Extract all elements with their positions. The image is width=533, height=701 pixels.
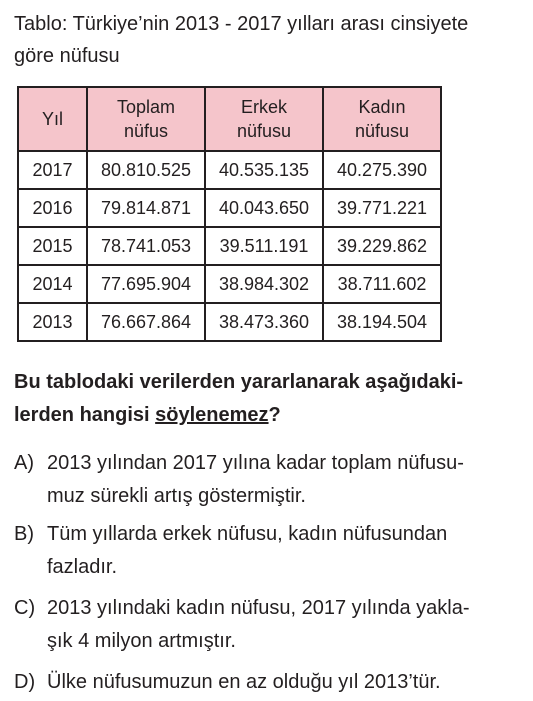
option-text: 2013 yılından 2017 yılına kadar toplam nüfusu- muz sürekli artış göstermiştir. — [47, 452, 464, 507]
table-header-row — [18, 87, 441, 151]
option-letter: A) — [14, 452, 34, 474]
question-stem — [14, 366, 529, 432]
table-row — [18, 227, 441, 265]
cell-male: 38.984.302 — [205, 265, 323, 303]
cell-total: 80.810.525 — [87, 151, 205, 189]
cell-male: 40.043.650 — [205, 189, 323, 227]
option-text: 2013 yılındaki kadın nüfusu, 2017 yılında yakla- şık 4 milyon artmıştır. — [47, 597, 470, 652]
table-row — [18, 265, 441, 303]
option-d[interactable] — [14, 666, 529, 699]
cell-female: 40.275.390 — [323, 151, 441, 189]
question-emphasis: söylenemez — [155, 404, 269, 426]
cell-female: 39.229.862 — [323, 227, 441, 265]
cell-year: 2014 — [18, 265, 87, 303]
header-total-population: Toplam nüfus — [87, 87, 205, 151]
option-c[interactable] — [14, 592, 529, 658]
cell-total: 77.695.904 — [87, 265, 205, 303]
cell-male: 38.473.360 — [205, 303, 323, 341]
option-text: Ülke nüfusumuzun en az olduğu yıl 2013’tür. — [47, 671, 441, 693]
table-caption — [14, 8, 529, 72]
cell-year: 2013 — [18, 303, 87, 341]
table-row — [18, 303, 441, 341]
caption-line-1: Tablo: Türkiye’nin 2013 - 2017 yılları arası cinsiyete — [14, 13, 469, 35]
option-text: Tüm yıllarda erkek nüfusu, kadın nüfusundan fazladır. — [47, 523, 448, 578]
cell-total: 79.814.871 — [87, 189, 205, 227]
option-letter: D) — [14, 671, 36, 693]
cell-total: 76.667.864 — [87, 303, 205, 341]
cell-female: 38.711.602 — [323, 265, 441, 303]
cell-year: 2017 — [18, 151, 87, 189]
option-letter: C) — [14, 597, 36, 619]
cell-total: 78.741.053 — [87, 227, 205, 265]
table-row — [18, 151, 441, 189]
cell-year: 2016 — [18, 189, 87, 227]
header-male-population: Erkek nüfusu — [205, 87, 323, 151]
option-b[interactable] — [14, 518, 529, 584]
cell-female: 38.194.504 — [323, 303, 441, 341]
header-year: Yıl — [18, 87, 87, 151]
table-row — [18, 189, 441, 227]
population-table — [17, 86, 442, 342]
cell-year: 2015 — [18, 227, 87, 265]
cell-female: 39.771.221 — [323, 189, 441, 227]
option-letter: B) — [14, 523, 34, 545]
caption-line-2: göre nüfusu — [14, 45, 120, 67]
option-a[interactable] — [14, 447, 529, 513]
cell-male: 40.535.135 — [205, 151, 323, 189]
question-line-2: lerden hangisi söylenemez? — [14, 404, 281, 426]
cell-male: 39.511.191 — [205, 227, 323, 265]
question-line-1: Bu tablodaki verilerden yararlanarak aşağıdaki- — [14, 371, 464, 393]
header-female-population: Kadın nüfusu — [323, 87, 441, 151]
